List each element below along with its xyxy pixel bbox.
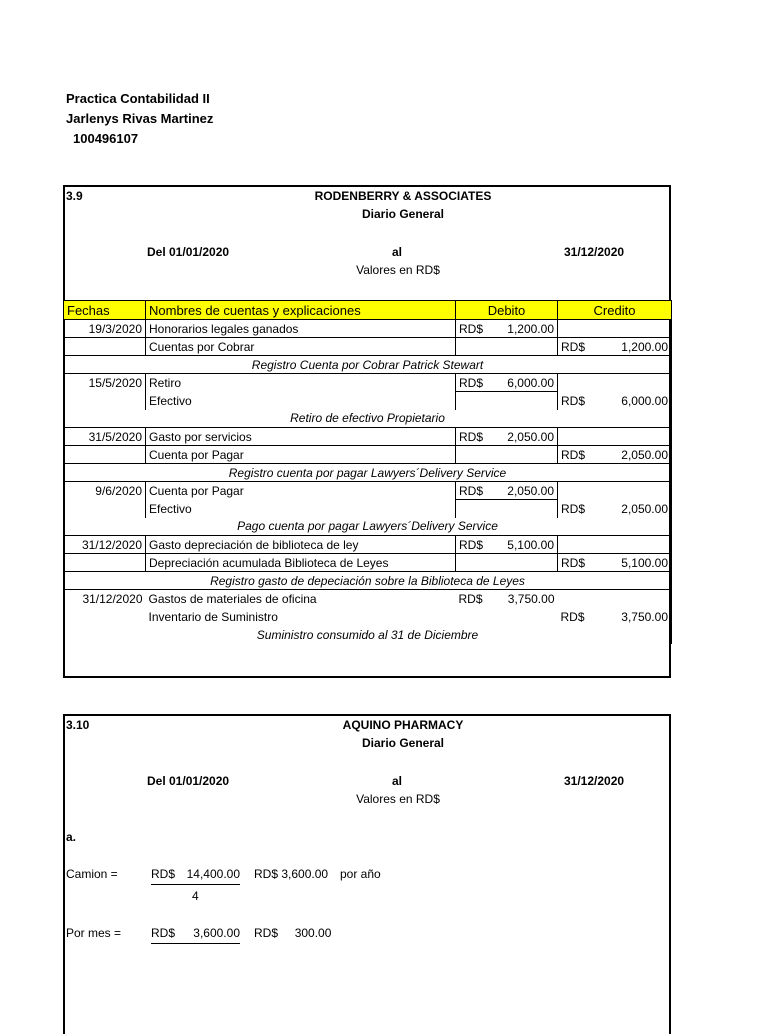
- debit-account: Honorarios legales ganados: [146, 320, 456, 338]
- table-row: [64, 410, 672, 428]
- entry-date: 31/12/2020: [64, 590, 146, 608]
- credit-amount: RD$ 2,050.00: [558, 500, 672, 518]
- debit-amount: RD$ 2,050.00: [456, 482, 558, 500]
- journal-title: Diario General: [361, 736, 445, 750]
- journal-table: [63, 300, 672, 644]
- entry-memo: Registro gasto de depeciación sobre la Biblioteca de Leyes: [64, 572, 672, 590]
- credit-account: Cuenta por Pagar: [146, 446, 456, 464]
- section-number: 3.10: [66, 718, 90, 732]
- period-al: al: [392, 774, 403, 788]
- entry-memo: Suministro consumido al 31 de Diciembre: [64, 626, 672, 644]
- table-row: [64, 428, 672, 446]
- student-id: 100496107: [73, 131, 139, 146]
- camion-amount: RD$ 14,400.00: [151, 867, 240, 885]
- credit-account: Cuentas por Cobrar: [146, 338, 456, 356]
- period-from: Del 01/01/2020: [147, 245, 230, 259]
- entry-memo: Retiro de efectivo Propietario: [64, 410, 672, 428]
- entry-memo: Registro Cuenta por Cobrar Patrick Stewart: [64, 356, 672, 374]
- student-course: Practica Contabilidad II: [66, 91, 210, 106]
- student-name: Jarlenys Rivas Martinez: [66, 111, 214, 126]
- debit-account: Gasto por servicios: [146, 428, 456, 446]
- col-debit: Debito: [456, 301, 558, 320]
- table-row: [64, 464, 672, 482]
- por-mes-result: RD$ 300.00: [254, 926, 332, 940]
- period-al: al: [392, 245, 403, 259]
- table-row: [64, 356, 672, 374]
- table-row: [64, 392, 672, 410]
- debit-account: Gasto depreciación de biblioteca de ley: [146, 536, 456, 554]
- table-row: [64, 338, 672, 356]
- debit-account: Cuenta por Pagar: [146, 482, 456, 500]
- camion-suffix: por año: [340, 867, 381, 881]
- col-credit: Credito: [558, 301, 672, 320]
- debit-amount: RD$ 3,750.00: [458, 591, 555, 606]
- section-number: 3.9: [66, 189, 83, 203]
- entry-memo: Registro cuenta por pagar Lawyers´Delivery Service: [64, 464, 672, 482]
- debit-amount: RD$ 5,100.00: [456, 536, 558, 554]
- part-label: a.: [66, 830, 77, 844]
- period-from: Del 01/01/2020: [147, 774, 230, 788]
- period-to: 31/12/2020: [564, 245, 625, 259]
- entry-date: 31/12/2020: [64, 536, 146, 554]
- credit-amount: RD$ 3,750.00: [558, 608, 672, 626]
- entry-memo: Pago cuenta por pagar Lawyers´Delivery Service: [64, 518, 672, 536]
- table-header-row: [64, 301, 672, 320]
- entry-date: 15/5/2020: [64, 374, 146, 392]
- credit-amount: RD$ 5,100.00: [558, 554, 672, 572]
- company-name: RODENBERRY & ASSOCIATES: [314, 189, 492, 203]
- table-row: [64, 608, 672, 626]
- debit-account: Gastos de materiales de oficina: [148, 591, 317, 606]
- credit-amount: RD$ 2,050.00: [558, 446, 672, 464]
- table-row: [64, 536, 672, 554]
- table-row: [64, 482, 672, 500]
- credit-amount: RD$ 1,200.00: [558, 338, 672, 356]
- table-row: [64, 446, 672, 464]
- col-fechas: Fechas: [64, 301, 146, 320]
- debit-account: Retiro: [146, 374, 456, 392]
- table-row: [64, 500, 672, 518]
- credit-account: Efectivo: [146, 392, 456, 410]
- camion-result: RD$ 3,600.00: [254, 867, 329, 881]
- debit-amount: RD$ 6,000.00: [456, 374, 558, 392]
- company-name: AQUINO PHARMACY: [342, 718, 464, 732]
- table-row: [64, 626, 672, 644]
- table-row: [64, 374, 672, 392]
- por-mes-amount: RD$ 3,600.00: [151, 926, 240, 944]
- table-row: [64, 518, 672, 536]
- table-row: [64, 590, 672, 608]
- entry-date: 31/5/2020: [64, 428, 146, 446]
- camion-divisor: 4: [192, 889, 199, 903]
- debit-amount: RD$ 2,050.00: [456, 428, 558, 446]
- entry-date: 9/6/2020: [64, 482, 146, 500]
- debit-amount: RD$ 1,200.00: [456, 320, 558, 338]
- table-row: [64, 320, 672, 338]
- entry-date: 19/3/2020: [64, 320, 146, 338]
- period-to: 31/12/2020: [564, 774, 625, 788]
- por-mes-label: Por mes =: [66, 926, 122, 940]
- camion-label: Camion =: [66, 867, 118, 881]
- currency-note: Valores en RD$: [356, 263, 440, 277]
- credit-account: Depreciación acumulada Biblioteca de Leyes: [146, 554, 456, 572]
- table-row: [64, 572, 672, 590]
- journal-title: Diario General: [361, 207, 445, 221]
- table-row: [64, 554, 672, 572]
- credit-amount: RD$ 6,000.00: [558, 392, 672, 410]
- credit-account: Efectivo: [146, 500, 456, 518]
- currency-note: Valores en RD$: [356, 792, 440, 806]
- col-accounts: Nombres de cuentas y explicaciones: [146, 301, 456, 320]
- credit-account: Inventario de Suministro: [148, 609, 278, 624]
